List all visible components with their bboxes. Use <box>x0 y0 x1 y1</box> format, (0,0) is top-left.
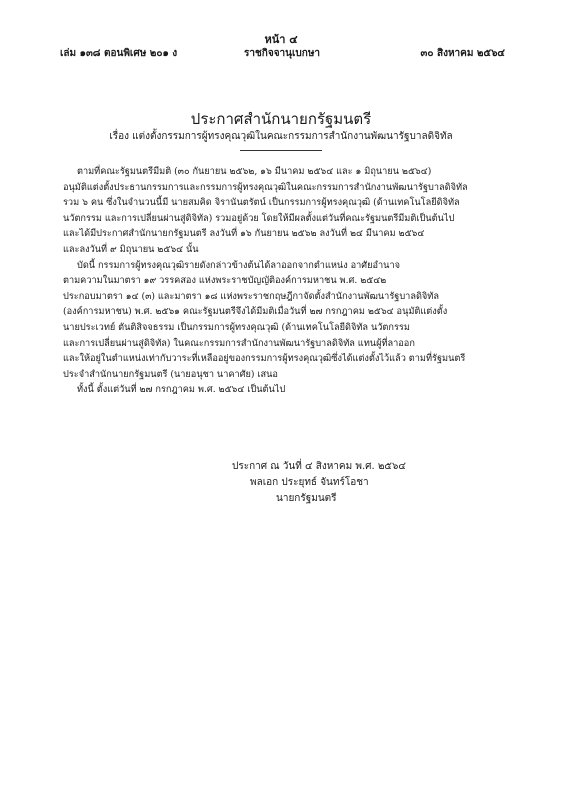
document-title: ประกาศสำนักนายกรัฐมนตรี <box>190 110 372 128</box>
body-line: นายประเวทย์ ตันติสิจจธรรม เป็นกรรมการผู้ทรงคุณวุฒิ (ด้านเทคโนโลยีดิจิทัล นวัตกรรม <box>63 321 410 333</box>
body-line: อนุมัติแต่งตั้งประธานกรรมการและกรรมการผู้ทรงคุณวุฒิในคณะกรรมการสำนักงานพัฒนารัฐบาลดิจิทัล <box>63 181 468 193</box>
body-line: และลงวันที่ ๙ มิถุนายน ๒๕๖๔ นั้น <box>63 243 199 255</box>
body-line: ตามความในมาตรา ๑๙ วรรคสอง แห่งพระราชบัญญัติองค์การมหาชน พ.ศ. ๒๕๔๒ <box>63 275 387 287</box>
body-line: บัดนี้ กรรมการผู้ทรงคุณวุฒิรายดังกล่าวข้างต้นได้ลาออกจากตำแหน่ง อาศัยอำนาจ <box>77 259 401 271</box>
announcement-date: ประกาศ ณ วันที่ ๔ สิงหาคม พ.ศ. ๒๕๖๔ <box>232 461 406 472</box>
body-line: ประจำสำนักนายกรัฐมนตรี (นายอนุชา นาคาศัย) เสนอ <box>63 368 278 380</box>
body-line: (องค์การมหาชน) พ.ศ. ๒๕๖๑ คณะรัฐมนตรีจึงได้มีมติเมื่อวันที่ ๒๗ กรกฎาคม ๒๕๖๔ อนุมัติแต่งตั้ง <box>63 306 448 318</box>
volume-issue: เล่ม ๑๓๘ ตอนพิเศษ ๒๐๑ ง <box>60 48 178 59</box>
body-line: และการเปลี่ยนผ่านสู่ดิจิทัล) ในคณะกรรมการสำนักงานพัฒนารัฐบาลดิจิทัล แทนผู้ที่ลาออก <box>63 337 415 349</box>
body-line: ทั้งนี้ ตั้งแต่วันที่ ๒๗ กรกฎาคม พ.ศ. ๒๕๖๔ เป็นต้นไป <box>77 384 286 396</box>
signer-name: พลเอก ประยุทธ์ จันทร์โอชา <box>250 477 369 488</box>
gazette-name: ราชกิจจานุเบกษา <box>244 48 321 59</box>
body-line: นวัตกรรม และการเปลี่ยนผ่านสู่ดิจิทัล) รวมอยู่ด้วย โดยให้มีผลตั้งแต่วันที่คณะรัฐมนตรีมีมติเป็นต้นไป <box>63 212 455 224</box>
document-subject: เรื่อง แต่งตั้งกรรมการผู้ทรงคุณวุฒิในคณะกรรมการสำนักงานพัฒนารัฐบาลดิจิทัล <box>109 131 453 142</box>
gazette-date: ๓๐ สิงหาคม ๒๕๖๔ <box>420 48 505 59</box>
body-line: ตามที่คณะรัฐมนตรีมีมติ (๓๐ กันยายน ๒๕๖๒, ๑๖ มีนาคม ๒๕๖๔ และ ๑ มิถุนายน ๒๕๖๔) <box>77 166 432 177</box>
gazette-header <box>60 46 505 62</box>
body-line: รวม ๖ คน ซึ่งในจำนวนนี้มี นายสมคิด จิรานันตรัตน์ เป็นกรรมการผู้ทรงคุณวุฒิ (ด้านเทคโนโลยีดิจิทัล <box>63 197 460 209</box>
title-divider <box>240 150 322 151</box>
page-number: หน้า ๔ <box>264 33 298 46</box>
body-line: และได้มีประกาศสำนักนายกรัฐมนตรี ลงวันที่ ๑๖ กันยายน ๒๕๖๒ ลงวันที่ ๒๔ มีนาคม ๒๕๖๔ <box>63 228 425 240</box>
document-body <box>63 164 501 398</box>
signer-position: นายกรัฐมนตรี <box>276 493 337 504</box>
body-line: และให้อยู่ในตำแหน่งเท่ากับวาระที่เหลืออยู่ของกรรมการผู้ทรงคุณวุฒิซึ่งได้แต่งตั้งไว้แล้ว ตามที่รัฐมนตรี <box>63 353 466 365</box>
signature-block <box>232 459 406 507</box>
body-line: ประกอบมาตรา ๑๔ (๓) และมาตรา ๑๘ แห่งพระราชกฤษฎีกาจัดตั้งสำนักงานพัฒนารัฐบาลดิจิทัล <box>63 290 439 302</box>
